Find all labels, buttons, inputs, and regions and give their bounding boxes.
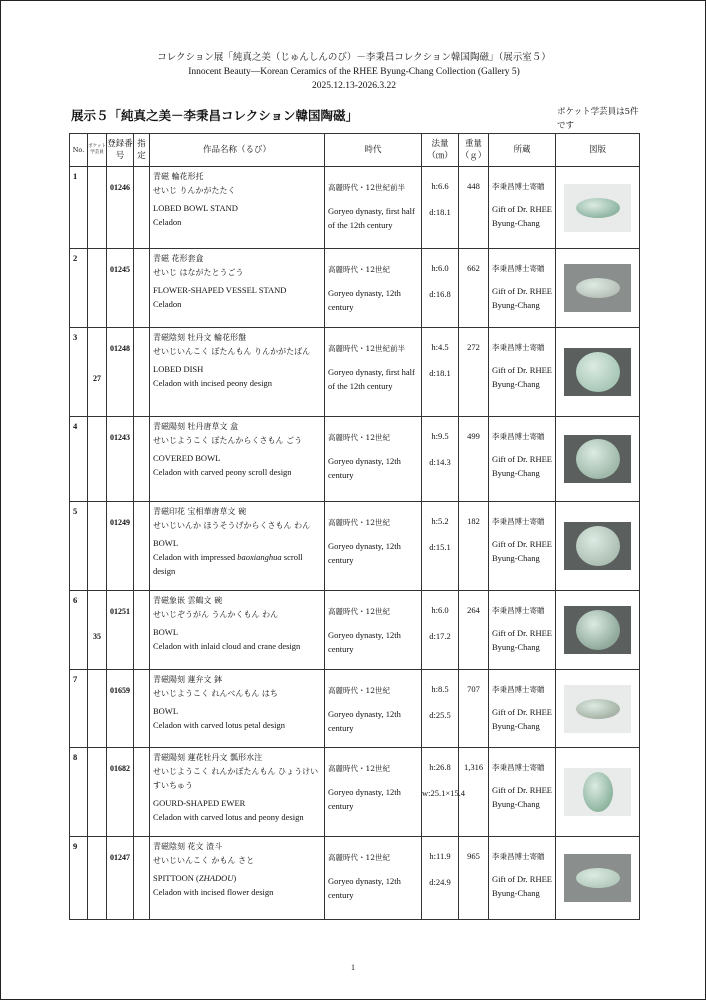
cell-designation xyxy=(134,167,150,249)
collection-en: Gift of Dr. RHEE Byung-Chang xyxy=(492,204,552,228)
work-description-en xyxy=(153,639,321,653)
ceramic-vessel-icon xyxy=(576,868,620,888)
cell-work-name xyxy=(150,328,325,417)
cell-pocket xyxy=(88,417,107,502)
cell-period xyxy=(325,591,422,670)
table-row xyxy=(70,328,640,417)
description-part: Celadon with carved lotus and peony design xyxy=(153,812,304,822)
period-en: Goryeo dynasty, 12th century xyxy=(328,787,401,811)
cell-weight: 272 xyxy=(459,328,489,417)
table-row xyxy=(70,417,640,502)
work-title-ruby: せいじようこく れんかぼたんもん ひょうけいすいちゅう xyxy=(153,767,319,790)
col-header-weight: 重量（ｇ） xyxy=(459,134,489,167)
description-part: Celadon with incised peony design xyxy=(153,378,272,388)
size-diameter: d:24.9 xyxy=(429,877,451,887)
ceramic-vessel-icon xyxy=(576,526,620,566)
work-title-en-italic: ZHADOU xyxy=(198,873,234,883)
pocket-curator-note: ポケット学芸員は5件です xyxy=(557,107,639,131)
ceramic-vessel-icon xyxy=(583,772,613,812)
cell-image xyxy=(556,748,640,837)
cell-registration-number: 01248 xyxy=(107,328,134,417)
cell-no: 1 xyxy=(70,167,88,249)
col-header-designation: 指定 xyxy=(134,134,150,167)
work-description-en xyxy=(153,885,321,899)
cell-work-name xyxy=(150,748,325,837)
cell-registration-number: 01682 xyxy=(107,748,134,837)
work-title-ruby: せいじようこく ぼたんからくさもん ごう xyxy=(153,436,303,445)
cell-no: 7 xyxy=(70,670,88,748)
cell-collection xyxy=(489,249,556,328)
size-diameter: d:16.8 xyxy=(429,289,451,299)
period-en: Goryeo dynasty, 12th century xyxy=(328,541,401,565)
work-description-en xyxy=(153,718,321,732)
cell-registration-number: 01249 xyxy=(107,502,134,591)
work-title-ja: 青磁陰刻 牡丹文 輪花形盤 xyxy=(153,333,247,342)
description-part: Celadon with inlaid cloud and crane design xyxy=(153,641,301,651)
collection-en: Gift of Dr. RHEE Byung-Chang xyxy=(492,628,552,652)
cell-image xyxy=(556,591,640,670)
cell-registration-number: 01247 xyxy=(107,837,134,920)
work-description-en xyxy=(153,465,321,479)
work-title-en: LOBED DISH xyxy=(153,364,204,374)
col-header-reg: 登録番号 xyxy=(107,134,134,167)
artwork-photo xyxy=(564,184,631,232)
table-header-row xyxy=(70,134,640,167)
cell-registration-number: 01245 xyxy=(107,249,134,328)
artwork-photo xyxy=(564,522,631,570)
col-header-image: 図版 xyxy=(556,134,640,167)
cell-designation xyxy=(134,417,150,502)
collection-en: Gift of Dr. RHEE Byung-Chang xyxy=(492,874,552,898)
artwork-photo xyxy=(564,348,631,396)
description-part: Celadon xyxy=(153,299,182,309)
work-description-en xyxy=(153,376,321,390)
cell-collection xyxy=(489,328,556,417)
cell-period xyxy=(325,328,422,417)
collection-en: Gift of Dr. RHEE Byung-Chang xyxy=(492,539,552,563)
cell-weight: 499 xyxy=(459,417,489,502)
cell-no: 2 xyxy=(70,249,88,328)
artwork-photo xyxy=(564,685,631,733)
period-en: Goryeo dynasty, first half of the 12th century xyxy=(328,206,415,230)
cell-pocket xyxy=(88,249,107,328)
size-diameter: d:25.5 xyxy=(429,710,451,720)
artwork-photo xyxy=(564,606,631,654)
col-header-name: 作品名称（るび） xyxy=(150,134,325,167)
ceramic-vessel-icon xyxy=(576,352,620,392)
col-header-no: No. xyxy=(70,134,88,167)
collection-ja: 李秉昌博士寄贈 xyxy=(492,517,545,526)
cell-weight: 1,316 xyxy=(459,748,489,837)
cell-collection xyxy=(489,670,556,748)
cell-designation xyxy=(134,837,150,920)
cell-image xyxy=(556,328,640,417)
size-height: h:6.0 xyxy=(431,605,449,615)
page-number: 1 xyxy=(351,963,355,972)
work-description-en xyxy=(153,297,321,311)
period-ja: 高麗時代・12世紀 xyxy=(328,433,391,442)
cell-registration-number: 01246 xyxy=(107,167,134,249)
cell-pocket xyxy=(88,837,107,920)
cell-no: 8 xyxy=(70,748,88,837)
cell-no: 5 xyxy=(70,502,88,591)
work-title-ruby: せいじぞうがん うんかくもん わん xyxy=(153,610,279,619)
ceramic-vessel-icon xyxy=(576,278,620,298)
cell-period xyxy=(325,670,422,748)
artwork-table xyxy=(69,133,640,920)
cell-period xyxy=(325,748,422,837)
description-part: Celadon with carved peony scroll design xyxy=(153,467,292,477)
period-en: Goryeo dynasty, 12th century xyxy=(328,876,401,900)
col-header-size: 法量（㎝） xyxy=(422,134,459,167)
size-diameter: d:18.1 xyxy=(429,207,451,217)
ceramic-vessel-icon xyxy=(576,610,620,650)
cell-collection xyxy=(489,502,556,591)
cell-work-name xyxy=(150,591,325,670)
collection-ja: 李秉昌博士寄贈 xyxy=(492,182,545,191)
period-ja: 高麗時代・12世紀 xyxy=(328,686,391,695)
work-title-ruby: せいじ りんかがたたく xyxy=(153,186,236,195)
ceramic-vessel-icon xyxy=(576,198,620,218)
cell-image xyxy=(556,502,640,591)
cell-collection xyxy=(489,417,556,502)
size-diameter: d:17.2 xyxy=(429,631,451,641)
work-description-en xyxy=(153,810,321,824)
work-title-ja: 青磁陽刻 蓮花牡丹文 瓢形水注 xyxy=(153,753,263,762)
pocket-curator-number: 27 xyxy=(93,374,101,383)
work-title-en: BOWL xyxy=(153,627,179,637)
col-header-period: 時代 xyxy=(325,134,422,167)
cell-work-name xyxy=(150,502,325,591)
cell-size xyxy=(422,591,459,670)
work-title-en: GOURD-SHAPED EWER xyxy=(153,798,246,808)
collection-ja: 李秉昌博士寄贈 xyxy=(492,852,545,861)
period-ja: 高麗時代・12世紀 xyxy=(328,764,391,773)
work-title-ruby: せいじいんこく かもん さと xyxy=(153,856,255,865)
col-header-pocket: ポケット学芸員 xyxy=(88,134,107,167)
pocket-curator-number: 35 xyxy=(93,632,101,641)
cell-collection xyxy=(489,591,556,670)
cell-size xyxy=(422,167,459,249)
period-en: Goryeo dynasty, 12th century xyxy=(328,288,401,312)
size-height: h:6.6 xyxy=(431,181,449,191)
work-title-ja: 青磁 輪花形托 xyxy=(153,172,204,181)
collection-en: Gift of Dr. RHEE Byung-Chang xyxy=(492,454,552,478)
cell-size xyxy=(422,837,459,920)
table-row xyxy=(70,591,640,670)
section-title: 展示５「純真之美－李秉昌コレクション韓国陶磁」 xyxy=(71,108,359,123)
description-part: scroll design xyxy=(153,552,303,576)
size-height: h:26.8 xyxy=(429,762,451,772)
cell-registration-number: 01659 xyxy=(107,670,134,748)
work-title-ruby: せいじいんこく ぼたんもん りんかがたばん xyxy=(153,347,311,356)
work-title-ja: 青磁印花 宝相華唐草文 碗 xyxy=(153,507,247,516)
cell-period xyxy=(325,167,422,249)
collection-ja: 李秉昌博士寄贈 xyxy=(492,606,545,615)
cell-work-name xyxy=(150,837,325,920)
cell-size xyxy=(422,328,459,417)
cell-pocket xyxy=(88,167,107,249)
period-en: Goryeo dynasty, first half of the 12th century xyxy=(328,367,415,391)
cell-image xyxy=(556,417,640,502)
period-en: Goryeo dynasty, 12th century xyxy=(328,709,401,733)
work-title-en: COVERED BOWL xyxy=(153,453,221,463)
work-description-en xyxy=(153,215,321,229)
description-italic: baoxianghua xyxy=(237,552,282,562)
size-height: h:9.5 xyxy=(431,431,449,441)
collection-ja: 李秉昌博士寄贈 xyxy=(492,685,545,694)
cell-no: 4 xyxy=(70,417,88,502)
artwork-photo xyxy=(564,854,631,902)
cell-weight: 662 xyxy=(459,249,489,328)
work-title-ruby: せいじいんか ほうそうげからくさもん わん xyxy=(153,521,311,530)
cell-designation xyxy=(134,328,150,417)
cell-designation xyxy=(134,502,150,591)
cell-weight: 182 xyxy=(459,502,489,591)
cell-period xyxy=(325,502,422,591)
cell-size xyxy=(422,249,459,328)
cell-weight: 448 xyxy=(459,167,489,249)
exhibition-title-ja: コレクション展「純真之美（じゅんしんのび）－李秉昌コレクション韓国陶磁」（展示室５） xyxy=(157,53,551,63)
collection-ja: 李秉昌博士寄贈 xyxy=(492,763,545,772)
period-ja: 高麗時代・12世紀 xyxy=(328,853,391,862)
collection-ja: 李秉昌博士寄贈 xyxy=(492,432,545,441)
cell-collection xyxy=(489,837,556,920)
size-diameter: w:25.1×15.4 xyxy=(422,788,466,798)
cell-designation xyxy=(134,748,150,837)
cell-period xyxy=(325,417,422,502)
cell-image xyxy=(556,670,640,748)
table-row xyxy=(70,249,640,328)
period-ja: 高麗時代・12世紀 xyxy=(328,607,391,616)
cell-period xyxy=(325,249,422,328)
cell-designation xyxy=(134,670,150,748)
cell-weight: 264 xyxy=(459,591,489,670)
table-row xyxy=(70,748,640,837)
work-title-ruby: せいじ はながたとうごう xyxy=(153,268,244,277)
period-ja: 高麗時代・12世紀前半 xyxy=(328,183,406,192)
cell-registration-number: 01251 xyxy=(107,591,134,670)
work-title-ja: 青磁 花形套盒 xyxy=(153,254,204,263)
description-part: Celadon with carved lotus petal design xyxy=(153,720,285,730)
period-ja: 高麗時代・12世紀 xyxy=(328,518,391,527)
cell-designation xyxy=(134,249,150,328)
work-description-en xyxy=(153,550,321,578)
description-part: Celadon xyxy=(153,217,182,227)
work-title-ja: 青磁象嵌 雲鶴文 碗 xyxy=(153,596,223,605)
work-title-en: BOWL xyxy=(153,538,179,548)
cell-pocket xyxy=(88,748,107,837)
exhibition-dates: 2025.12.13-2026.3.22 xyxy=(312,81,396,91)
collection-en: Gift of Dr. RHEE Byung-Chang xyxy=(492,785,552,809)
cell-designation xyxy=(134,591,150,670)
cell-no: 6 xyxy=(70,591,88,670)
size-height: h:8.5 xyxy=(431,684,449,694)
cell-image xyxy=(556,249,640,328)
cell-period xyxy=(325,837,422,920)
cell-work-name xyxy=(150,670,325,748)
collection-ja: 李秉昌博士寄贈 xyxy=(492,343,545,352)
cell-work-name xyxy=(150,167,325,249)
collection-en: Gift of Dr. RHEE Byung-Chang xyxy=(492,707,552,731)
cell-pocket xyxy=(88,670,107,748)
artwork-photo xyxy=(564,768,631,816)
cell-no: 3 xyxy=(70,328,88,417)
work-title-en: LOBED BOWL STAND xyxy=(153,203,238,213)
cell-weight: 965 xyxy=(459,837,489,920)
table-row xyxy=(70,670,640,748)
cell-pocket xyxy=(88,591,107,670)
exhibition-title-en: Innocent Beauty—Korean Ceramics of the RHEE Byung-Chang Collection (Gallery 5) xyxy=(188,67,520,77)
cell-work-name xyxy=(150,417,325,502)
cell-image xyxy=(556,837,640,920)
work-title-en-part: SPITTOON ( xyxy=(153,873,199,883)
ceramic-vessel-icon xyxy=(576,439,620,479)
collection-en: Gift of Dr. RHEE Byung-Chang xyxy=(492,365,552,389)
cell-weight: 707 xyxy=(459,670,489,748)
cell-registration-number: 01243 xyxy=(107,417,134,502)
artwork-photo xyxy=(564,435,631,483)
table-row xyxy=(70,837,640,920)
period-en: Goryeo dynasty, 12th century xyxy=(328,630,401,654)
cell-size xyxy=(422,502,459,591)
col-header-collection: 所蔵 xyxy=(489,134,556,167)
cell-pocket xyxy=(88,502,107,591)
period-ja: 高麗時代・12世紀 xyxy=(328,265,391,274)
size-diameter: d:14.3 xyxy=(429,457,451,467)
period-en: Goryeo dynasty, 12th century xyxy=(328,456,401,480)
work-title-en: FLOWER-SHAPED VESSEL STAND xyxy=(153,285,287,295)
work-title-ja: 青磁陽刻 蓮弁文 鉢 xyxy=(153,675,223,684)
work-title-ruby: せいじようこく れんべんもん はち xyxy=(153,689,278,698)
size-height: h:5.2 xyxy=(431,516,449,526)
table-row xyxy=(70,167,640,249)
cell-pocket xyxy=(88,328,107,417)
table-row xyxy=(70,502,640,591)
size-diameter: d:18.1 xyxy=(429,368,451,378)
collection-ja: 李秉昌博士寄贈 xyxy=(492,264,545,273)
cell-size xyxy=(422,670,459,748)
cell-size xyxy=(422,748,466,837)
size-height: h:11.9 xyxy=(429,851,451,861)
cell-collection xyxy=(489,748,556,837)
description-part: Celadon with incised flower design xyxy=(153,887,274,897)
cell-work-name xyxy=(150,249,325,328)
work-title-ja: 青磁陽刻 牡丹唐草文 盒 xyxy=(153,422,239,431)
period-ja: 高麗時代・12世紀前半 xyxy=(328,344,406,353)
work-title-en xyxy=(153,872,321,885)
ceramic-vessel-icon xyxy=(576,699,620,719)
cell-size xyxy=(422,417,459,502)
cell-image xyxy=(556,167,640,249)
collection-en: Gift of Dr. RHEE Byung-Chang xyxy=(492,286,552,310)
work-title-ja: 青磁陰刻 花文 渣斗 xyxy=(153,842,223,851)
work-title-en: BOWL xyxy=(153,706,179,716)
size-height: h:6.0 xyxy=(431,263,449,273)
artwork-photo xyxy=(564,264,631,312)
cell-no: 9 xyxy=(70,837,88,920)
description-part: Celadon with impressed xyxy=(153,552,238,562)
size-height: h:4.5 xyxy=(431,342,449,352)
cell-collection xyxy=(489,167,556,249)
size-diameter: d:15.1 xyxy=(429,542,451,552)
work-title-en-part: ) xyxy=(233,873,237,883)
